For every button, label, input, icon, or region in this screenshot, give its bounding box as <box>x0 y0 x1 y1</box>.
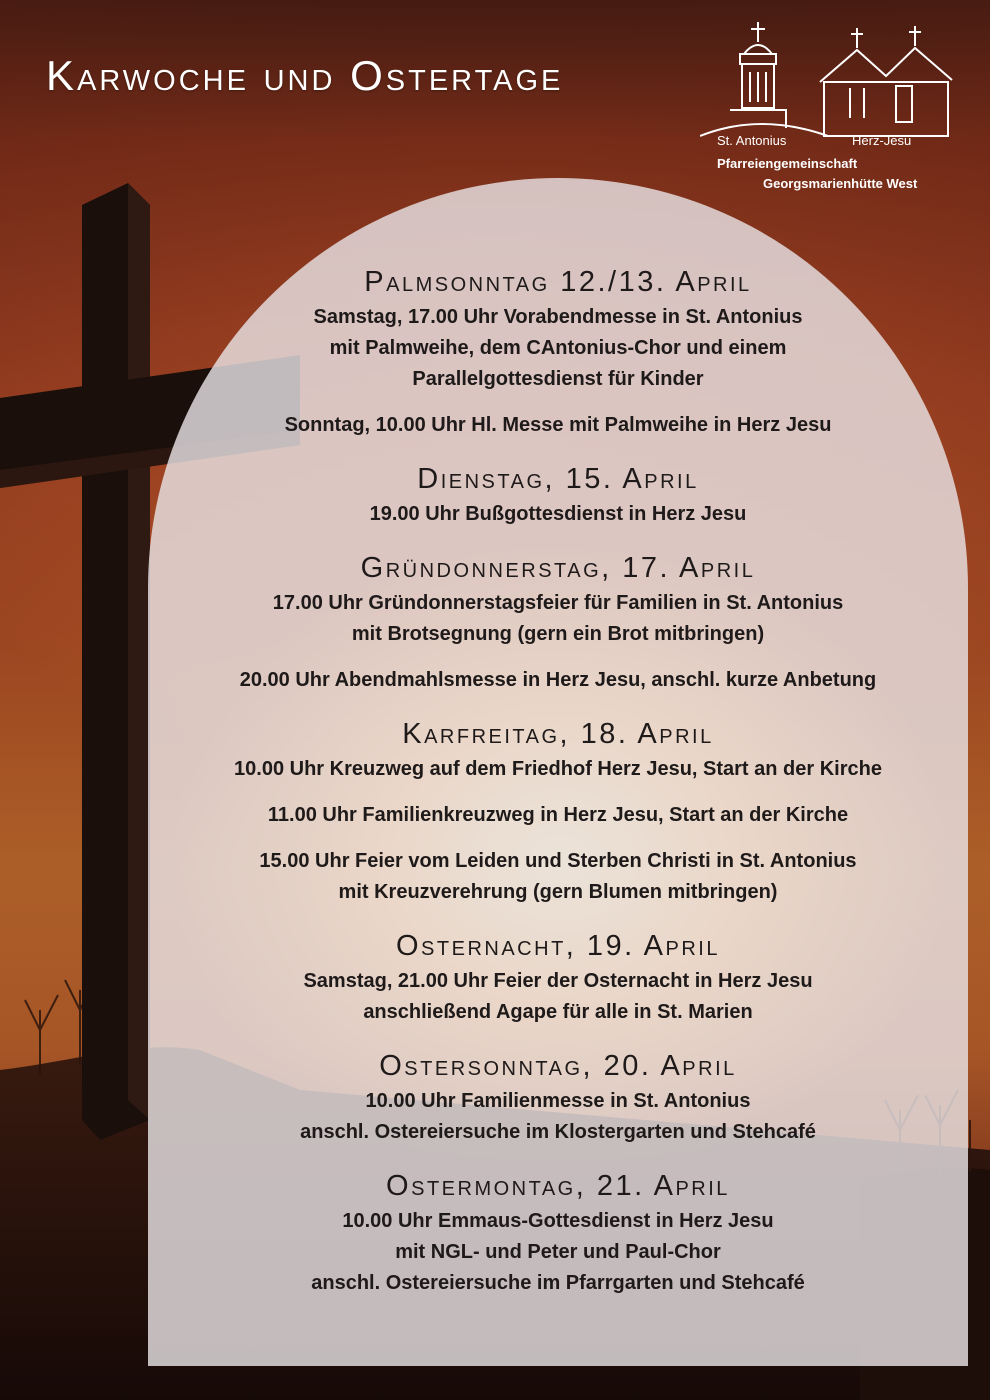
event-line: 10.00 Uhr Kreuzweg auf dem Friedhof Herz Jesu, Start an der Kirche <box>234 758 882 780</box>
day-heading: Palmsonntag 12./13. April <box>364 266 752 298</box>
day-heading: Ostersonntag, 20. April <box>379 1050 737 1082</box>
event-line: 17.00 Uhr Gründonnerstagsfeier für Familien in St. Antonius <box>272 592 844 614</box>
event-line: Samstag, 21.00 Uhr Feier der Osternacht in Herz Jesu <box>303 970 813 992</box>
event-line: mit Palmweihe, dem CAntonius-Chor und einem <box>329 337 787 359</box>
event-line: anschließend Agape für alle in St. Marien <box>363 1001 753 1023</box>
schedule-section <box>148 1046 968 1148</box>
schedule-section <box>148 926 968 1028</box>
event-line: 20.00 Uhr Abendmahlsmesse in Herz Jesu, anschl. kurze Anbetung <box>239 669 877 691</box>
event-line: 10.00 Uhr Familienmesse in St. Antonius <box>365 1090 751 1112</box>
parish-label-herz-jesu: Herz-Jesu <box>852 133 912 148</box>
event-line: anschl. Ostereiersuche im Pfarrgarten und Stehcafé <box>311 1272 805 1294</box>
event-line: mit Kreuzverehrung (gern Blumen mitbringen) <box>338 881 778 903</box>
organization-name-line-1: Pfarreiengemeinschaft <box>717 156 858 171</box>
event-line: mit NGL- und Peter und Paul-Chor <box>395 1241 721 1263</box>
day-heading: Ostermontag, 21. April <box>386 1170 730 1202</box>
event-line: 10.00 Uhr Emmaus-Gottesdienst in Herz Jesu <box>342 1210 774 1232</box>
schedule-section <box>148 714 968 908</box>
day-heading: Karfreitag, 18. April <box>402 718 714 750</box>
parish-logo <box>700 18 970 198</box>
event-line: 11.00 Uhr Familienkreuzweg in Herz Jesu, Start an der Kirche <box>267 804 849 826</box>
organization-name-line-2: Georgsmarienhütte West <box>763 176 918 191</box>
page-title: Karwoche und Ostertage <box>46 52 564 99</box>
parish-label-st-antonius: St. Antonius <box>717 133 787 148</box>
event-line: mit Brotsegnung (gern ein Brot mitbringen) <box>351 623 765 645</box>
event-line: Sonntag, 10.00 Uhr Hl. Messe mit Palmweihe in Herz Jesu <box>284 414 832 436</box>
event-line: anschl. Ostereiersuche im Klostergarten und Stehcafé <box>300 1121 816 1143</box>
event-line: 15.00 Uhr Feier vom Leiden und Sterben Christi in St. Antonius <box>259 850 857 872</box>
schedule-section <box>148 459 968 530</box>
schedule-list <box>148 262 968 1317</box>
event-line: Samstag, 17.00 Uhr Vorabendmesse in St. Antonius <box>313 306 803 328</box>
event-line: Parallelgottesdienst für Kinder <box>412 368 704 390</box>
day-heading: Gründonnerstag, 17. April <box>360 552 756 584</box>
schedule-section <box>148 1166 968 1299</box>
event-line: 19.00 Uhr Bußgottesdienst in Herz Jesu <box>369 503 747 525</box>
schedule-section <box>148 548 968 696</box>
schedule-section <box>148 262 968 441</box>
day-heading: Dienstag, 15. April <box>417 463 699 495</box>
day-heading: Osternacht, 19. April <box>396 930 720 962</box>
